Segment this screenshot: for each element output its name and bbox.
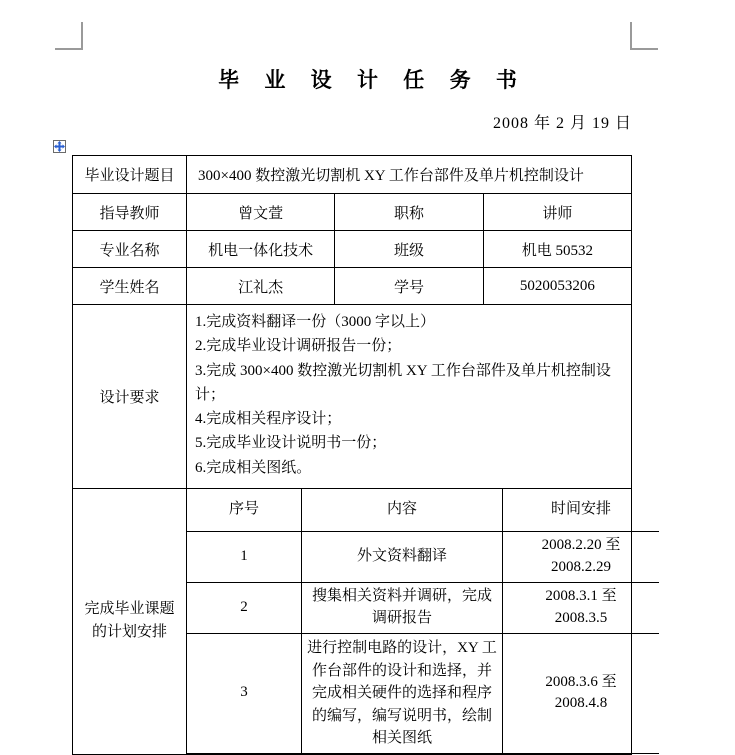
task-book-table — [72, 155, 632, 755]
plan-row-2-no: 2 — [187, 583, 302, 634]
plan-schedule-container — [187, 489, 632, 755]
plan-header-time: 时间安排 — [503, 489, 660, 532]
requirement-item-3: 3.完成 300×400 数控激光切割机 XY 工作台部件及单片机控制设计； — [195, 362, 611, 403]
requirement-item-5: 5.完成毕业设计说明书一份； — [195, 435, 387, 452]
design-requirements-list — [187, 305, 632, 489]
label-design-requirements: 设计要求 — [73, 305, 187, 489]
requirement-item-4: 4.完成相关程序设计； — [195, 411, 342, 428]
value-class: 机电 50532 — [483, 231, 631, 268]
requirement-item-2: 2.完成毕业设计调研报告一份； — [195, 338, 402, 355]
plan-row-3-time-line1: 2008.3.6 至 — [545, 673, 617, 690]
table-row-plan — [73, 489, 632, 755]
table-row-advisor — [73, 194, 632, 231]
value-project-title: 300×400 数控激光切割机 XY 工作台部件及单片机控制设计 — [187, 156, 632, 194]
label-plan-schedule-line2: 的计划安排 — [91, 624, 167, 641]
margin-corner-mark-top-right — [630, 22, 658, 50]
plan-row-1-time-line2: 2008.2.29 — [551, 559, 611, 576]
plan-row-1 — [187, 532, 659, 583]
plan-row-2-time-line2: 2008.3.5 — [554, 610, 608, 627]
plan-row-2-time — [503, 583, 660, 634]
plan-header-content: 内容 — [302, 489, 503, 532]
plan-row-3 — [187, 634, 659, 754]
table-row-project-title — [73, 156, 632, 194]
plan-header-no: 序号 — [187, 489, 302, 532]
plan-row-2 — [187, 583, 659, 634]
requirement-item-6: 6.完成相关图纸。 — [195, 459, 312, 476]
document-date: 2008 年 2 月 19 日 — [492, 115, 632, 132]
label-student-id: 学号 — [335, 268, 483, 305]
label-advisor: 指导教师 — [73, 194, 187, 231]
value-advisor: 曾文萱 — [187, 194, 335, 231]
plan-header-row — [187, 489, 659, 532]
requirement-item-1: 1.完成资料翻译一份（3000 字以上） — [195, 314, 436, 330]
plan-row-1-no: 1 — [187, 532, 302, 583]
plan-row-3-no: 3 — [187, 634, 302, 754]
plan-row-1-time-line1: 2008.2.20 至 — [541, 537, 621, 554]
plan-row-1-time — [503, 532, 660, 583]
plan-row-3-time-line2: 2008.4.8 — [554, 695, 608, 712]
value-student-id: 5020053206 — [483, 268, 631, 305]
table-move-handle-icon[interactable] — [53, 140, 66, 153]
page-title: 毕 业 设 计 任 务 书 — [218, 68, 526, 92]
margin-corner-mark-top-left — [55, 22, 83, 50]
label-project-title: 毕业设计题目 — [73, 156, 187, 194]
label-student-name: 学生姓名 — [73, 268, 187, 305]
label-plan-schedule — [73, 489, 187, 755]
plan-row-2-time-line1: 2008.3.1 至 — [545, 588, 617, 605]
value-major: 机电一体化技术 — [187, 231, 335, 268]
plan-schedule-table — [187, 489, 659, 754]
table-row-requirements — [73, 305, 632, 489]
label-title-rank: 职称 — [335, 194, 483, 231]
label-class: 班级 — [335, 231, 483, 268]
value-student-name: 江礼杰 — [187, 268, 335, 305]
label-plan-schedule-line1: 完成毕业课题 — [84, 601, 175, 618]
value-title-rank: 讲师 — [483, 194, 631, 231]
plan-row-1-content: 外文资料翻译 — [302, 532, 503, 583]
plan-row-3-content: 进行控制电路的设计，XY 工作台部件的设计和选择，并完成相关硬件的选择和程序的编写，编写说明书，绘制相关图纸 — [302, 634, 503, 754]
table-row-student — [73, 268, 632, 305]
plan-row-3-time — [503, 634, 660, 754]
label-major: 专业名称 — [73, 231, 187, 268]
plan-row-2-content: 搜集相关资料并调研，完成调研报告 — [302, 583, 503, 634]
table-row-major — [73, 231, 632, 268]
